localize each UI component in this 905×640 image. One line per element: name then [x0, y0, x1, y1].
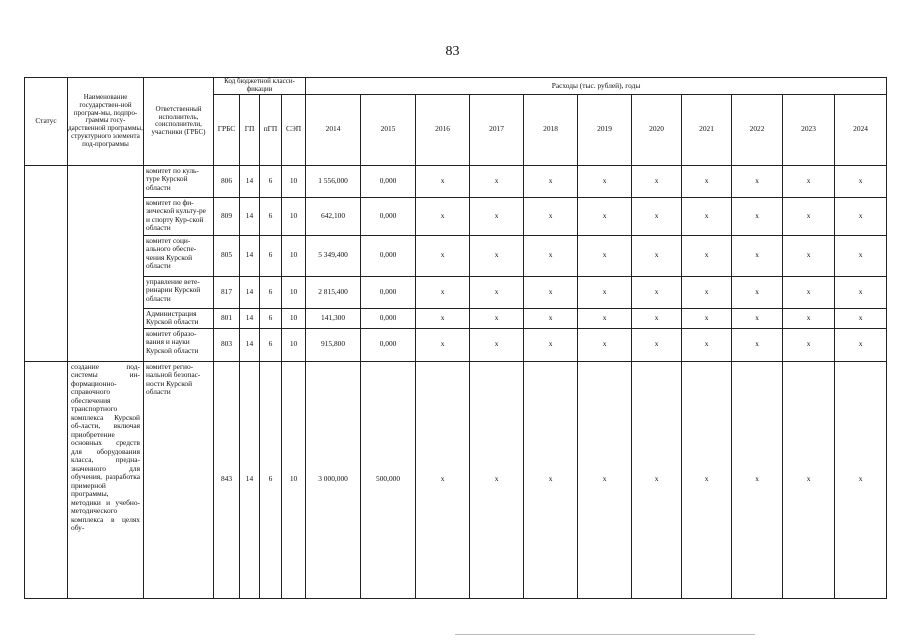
value-cell: x [578, 165, 632, 197]
value-cell: x [682, 235, 732, 276]
value-cell: x [524, 197, 578, 235]
value-cell: x [732, 276, 783, 308]
grbs-cell: 806 [214, 165, 240, 197]
sep-cell: 10 [282, 165, 306, 197]
year-header: 2022 [732, 94, 783, 165]
gp-cell: 14 [240, 361, 260, 598]
value-cell: x [783, 328, 835, 361]
executor-cell: комитет по куль-туре Курской области [144, 165, 214, 197]
table-row [25, 197, 887, 235]
value-cell: x [470, 328, 524, 361]
value-cell: x [682, 308, 732, 328]
value-cell: x [632, 197, 682, 235]
value-cell: x [835, 276, 887, 308]
value-cell: x [682, 165, 732, 197]
value-cell: x [835, 361, 887, 598]
pgp-cell: 6 [260, 328, 282, 361]
value-cell: x [416, 361, 470, 598]
value-cell: x [470, 276, 524, 308]
value-cell: x [732, 165, 783, 197]
status-header: Статус [25, 78, 68, 166]
pgp-cell: 6 [260, 361, 282, 598]
year-header: 2016 [416, 94, 470, 165]
value-cell: x [682, 361, 732, 598]
year-header: 2018 [524, 94, 578, 165]
sep-cell: 10 [282, 197, 306, 235]
year-header: 2017 [470, 94, 524, 165]
executor-cell: управление вете-ринарии Курской области [144, 276, 214, 308]
value-cell: x [783, 361, 835, 598]
sep-header: СЭП [282, 94, 306, 165]
table-row [25, 308, 887, 328]
value-2014-cell: 1 556,000 [306, 165, 361, 197]
executor-cell: комитет соци-ального обеспе-чения Курской области [144, 235, 214, 276]
status-cell [25, 165, 68, 361]
value-cell: x [470, 165, 524, 197]
value-2015-cell: 0,000 [361, 276, 416, 308]
year-header: 2015 [361, 94, 416, 165]
value-2015-cell: 0,000 [361, 308, 416, 328]
value-cell: x [835, 235, 887, 276]
value-cell: x [524, 276, 578, 308]
executor-cell: комитет образо-вания и науки Курской области [144, 328, 214, 361]
gp-cell: 14 [240, 235, 260, 276]
expenses-header: Расходы (тыс. рублей), годы [306, 78, 887, 95]
table-row [25, 235, 887, 276]
value-cell: x [835, 197, 887, 235]
gp-cell: 14 [240, 165, 260, 197]
program-cell: создание под-системы ин-формационно-справочного обеспечения транспортного комплекса Курской об-ласти, включая приобретение основных средств для оборудования класса, предна-значенного для обучения, разработка примерной программы, методики и учебно-методического комплекса в целях обу- [68, 361, 144, 598]
value-2014-cell: 2 815,400 [306, 276, 361, 308]
value-2014-cell: 5 349,400 [306, 235, 361, 276]
value-cell: x [632, 308, 682, 328]
value-2015-cell: 0,000 [361, 165, 416, 197]
value-cell: x [470, 235, 524, 276]
value-cell: x [416, 197, 470, 235]
value-cell: x [578, 328, 632, 361]
value-cell: x [416, 276, 470, 308]
executor-cell: Администрация Курской области [144, 308, 214, 328]
value-cell: x [578, 361, 632, 598]
grbs-cell: 809 [214, 197, 240, 235]
value-cell: x [732, 328, 783, 361]
gp-cell: 14 [240, 276, 260, 308]
gp-cell: 14 [240, 308, 260, 328]
value-cell: x [524, 165, 578, 197]
sep-cell: 10 [282, 235, 306, 276]
value-cell: x [783, 235, 835, 276]
value-cell: x [682, 328, 732, 361]
value-cell: x [524, 235, 578, 276]
year-header: 2021 [682, 94, 732, 165]
value-cell: x [783, 276, 835, 308]
table-row [25, 165, 887, 197]
grbs-cell: 803 [214, 328, 240, 361]
value-cell: x [835, 165, 887, 197]
grbs-header: ГРБС [214, 94, 240, 165]
value-cell: x [578, 197, 632, 235]
value-cell: x [732, 308, 783, 328]
value-2014-cell: 642,100 [306, 197, 361, 235]
value-cell: x [470, 361, 524, 598]
value-cell: x [632, 235, 682, 276]
table-row [25, 328, 887, 361]
value-cell: x [416, 328, 470, 361]
value-cell: x [524, 361, 578, 598]
value-cell: x [835, 328, 887, 361]
value-cell: x [783, 197, 835, 235]
value-cell: x [632, 328, 682, 361]
value-cell: x [416, 235, 470, 276]
pgp-cell: 6 [260, 165, 282, 197]
value-2015-cell: 500,000 [361, 361, 416, 598]
program-name-header: Наименование государствен-ной програм-мы, подпро-граммы госу-дарственной программы, структурного элемента под-программы [68, 78, 144, 166]
budget-table [24, 77, 887, 599]
sep-cell: 10 [282, 308, 306, 328]
year-header: 2014 [306, 94, 361, 165]
year-header: 2020 [632, 94, 682, 165]
executor-header: Ответственный исполнитель, соисполнители, участники (ГРБС) [144, 78, 214, 166]
executor-cell: комитет по фи-зической культу-ре и спорту Кур-ской области [144, 197, 214, 235]
table-row [25, 361, 887, 598]
year-header: 2024 [835, 94, 887, 165]
value-cell: x [732, 235, 783, 276]
grbs-cell: 801 [214, 308, 240, 328]
value-cell: x [783, 308, 835, 328]
program-cell [68, 165, 144, 361]
pgp-header: пГП [260, 94, 282, 165]
gp-cell: 14 [240, 328, 260, 361]
sep-cell: 10 [282, 276, 306, 308]
gp-cell: 14 [240, 197, 260, 235]
value-cell: x [524, 328, 578, 361]
value-2014-cell: 915,800 [306, 328, 361, 361]
value-cell: x [578, 308, 632, 328]
value-cell: x [578, 235, 632, 276]
value-2014-cell: 141,300 [306, 308, 361, 328]
header-row-top [25, 78, 887, 95]
pgp-cell: 6 [260, 308, 282, 328]
year-header: 2023 [783, 94, 835, 165]
pgp-cell: 6 [260, 235, 282, 276]
value-cell: x [578, 276, 632, 308]
grbs-cell: 817 [214, 276, 240, 308]
value-2015-cell: 0,000 [361, 328, 416, 361]
page-number: 83 [445, 44, 460, 59]
value-2015-cell: 0,000 [361, 197, 416, 235]
value-cell: x [632, 276, 682, 308]
table-row [25, 276, 887, 308]
budget-code-header: Код бюджетной класси-фикации [214, 78, 306, 95]
sep-cell: 10 [282, 361, 306, 598]
value-cell: x [416, 165, 470, 197]
value-cell: x [524, 308, 578, 328]
value-cell: x [416, 308, 470, 328]
pgp-cell: 6 [260, 197, 282, 235]
gp-header: ГП [240, 94, 260, 165]
status-cell [25, 361, 68, 598]
value-cell: x [835, 308, 887, 328]
value-cell: x [632, 165, 682, 197]
pgp-cell: 6 [260, 276, 282, 308]
grbs-cell: 843 [214, 361, 240, 598]
value-cell: x [470, 308, 524, 328]
value-cell: x [732, 361, 783, 598]
value-cell: x [682, 276, 732, 308]
grbs-cell: 805 [214, 235, 240, 276]
value-cell: x [732, 197, 783, 235]
scan-edge-line [455, 634, 755, 635]
value-cell: x [632, 361, 682, 598]
value-cell: x [470, 197, 524, 235]
value-2014-cell: 3 000,000 [306, 361, 361, 598]
value-cell: x [783, 165, 835, 197]
executor-cell: комитет регио-нальной безопас-ности Курской области [144, 361, 214, 598]
value-2015-cell: 0,000 [361, 235, 416, 276]
sep-cell: 10 [282, 328, 306, 361]
value-cell: x [682, 197, 732, 235]
year-header: 2019 [578, 94, 632, 165]
